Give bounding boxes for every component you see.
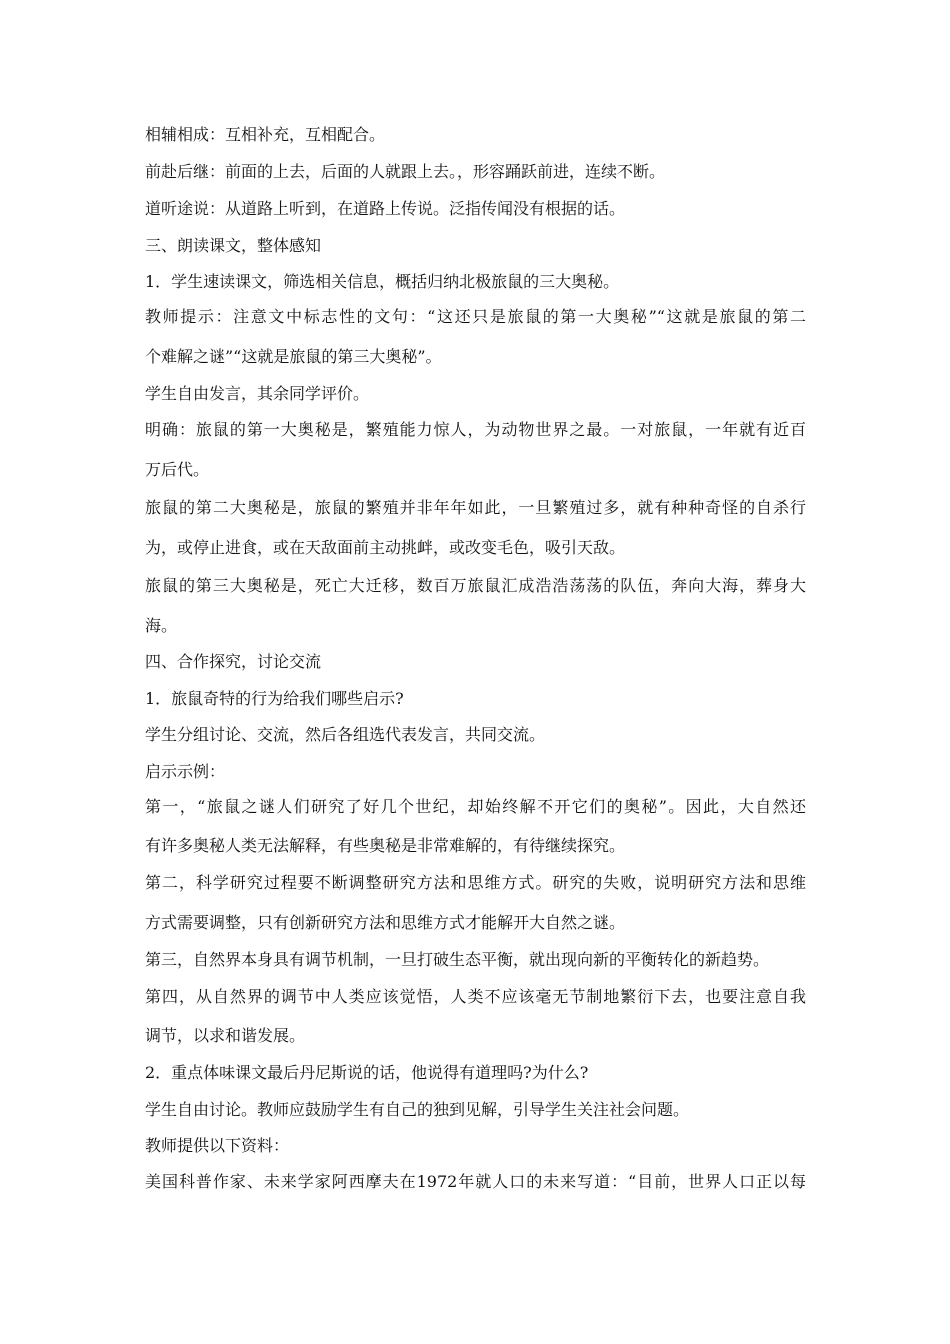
- text-line: 海。: [145, 616, 178, 635]
- text-line: 个难解之谜”“这就是旅鼠的第三大奥秘”。: [145, 347, 442, 366]
- text-line: 1．学生速读课文，筛选相关信息，概括归纳北极旅鼠的三大奥秘。: [145, 272, 620, 291]
- text-line: 第三，自然界本身具有调节机制，一旦打破生态平衡，就出现向新的平衡转化的新趋势。: [145, 950, 770, 969]
- text-line: 启示示例：: [145, 762, 226, 781]
- text-line: 学生分组讨论、交流，然后各组选代表发言，共同交流。: [145, 725, 546, 744]
- text-line: 第二，科学研究过程要不断调整研究方法和思维方式。研究的失败，说明研究方法和思维: [145, 873, 806, 892]
- text-line: 旅鼠的第三大奥秘是，死亡大迁移，数百万旅鼠汇成浩浩荡荡的队伍，奔向大海，葬身大: [145, 576, 806, 595]
- text-line: 学生自由讨论。教师应鼓励学生有自己的独到见解，引导学生关注社会问题。: [145, 1100, 690, 1119]
- text-line: 旅鼠的第二大奥秘是，旅鼠的繁殖并非年年如此，一旦繁殖过多，就有种种奇怪的自杀行: [145, 498, 806, 517]
- text-line: 调节，以求和谐发展。: [145, 1026, 306, 1045]
- text-line: 教师提供以下资料：: [145, 1136, 290, 1155]
- text-line: 道听途说：从道路上听到，在道路上传说。泛指传闻没有根据的话。: [145, 199, 626, 218]
- section-heading: 三、朗读课文，整体感知: [145, 236, 322, 255]
- text-line: 第四，从自然界的调节中人类应该觉悟，人类不应该毫无节制地繁衍下去，也要注意自我: [145, 987, 806, 1006]
- section-heading: 四、合作探究，讨论交流: [145, 652, 322, 671]
- text-line: 明确：旅鼠的第一大奥秘是，繁殖能力惊人，为动物世界之最。一对旅鼠，一年就有近百: [145, 420, 806, 439]
- text-line: 学生自由发言，其余同学评价。: [145, 384, 370, 403]
- text-line: 第一，“旅鼠之谜人们研究了好几个世纪，却始终解不开它们的奥秘”。因此，大自然还: [145, 797, 806, 816]
- text-line: 2．重点体味课文最后丹尼斯说的话，他说得有道理吗?为什么?: [145, 1063, 589, 1082]
- text-line: 1．旅鼠奇特的行为给我们哪些启示?: [145, 689, 404, 708]
- text-line: 教师提示：注意文中标志性的文句：“这还只是旅鼠的第一大奥秘”“这就是旅鼠的第二: [145, 307, 806, 326]
- text-line: 方式需要调整，只有创新研究方法和思维方式才能解开大自然之谜。: [145, 913, 626, 932]
- text-line: 为，或停止进食，或在天敌面前主动挑衅，或改变毛色，吸引天敌。: [145, 538, 626, 557]
- text-line: 美国科普作家、未来学家阿西摩夫在1972年就人口的未来写道：“目前，世界人口正以每: [145, 1172, 806, 1191]
- text-line: 有许多奥秘人类无法解释，有些奥秘是非常难解的，有待继续探究。: [145, 836, 626, 855]
- text-line: 万后代。: [145, 460, 210, 479]
- text-line: 前赴后继：前面的上去，后面的人就跟上去。，形容踊跃前进，连续不断。: [145, 162, 666, 181]
- text-line: 相辅相成：互相补充，互相配合。: [145, 125, 386, 144]
